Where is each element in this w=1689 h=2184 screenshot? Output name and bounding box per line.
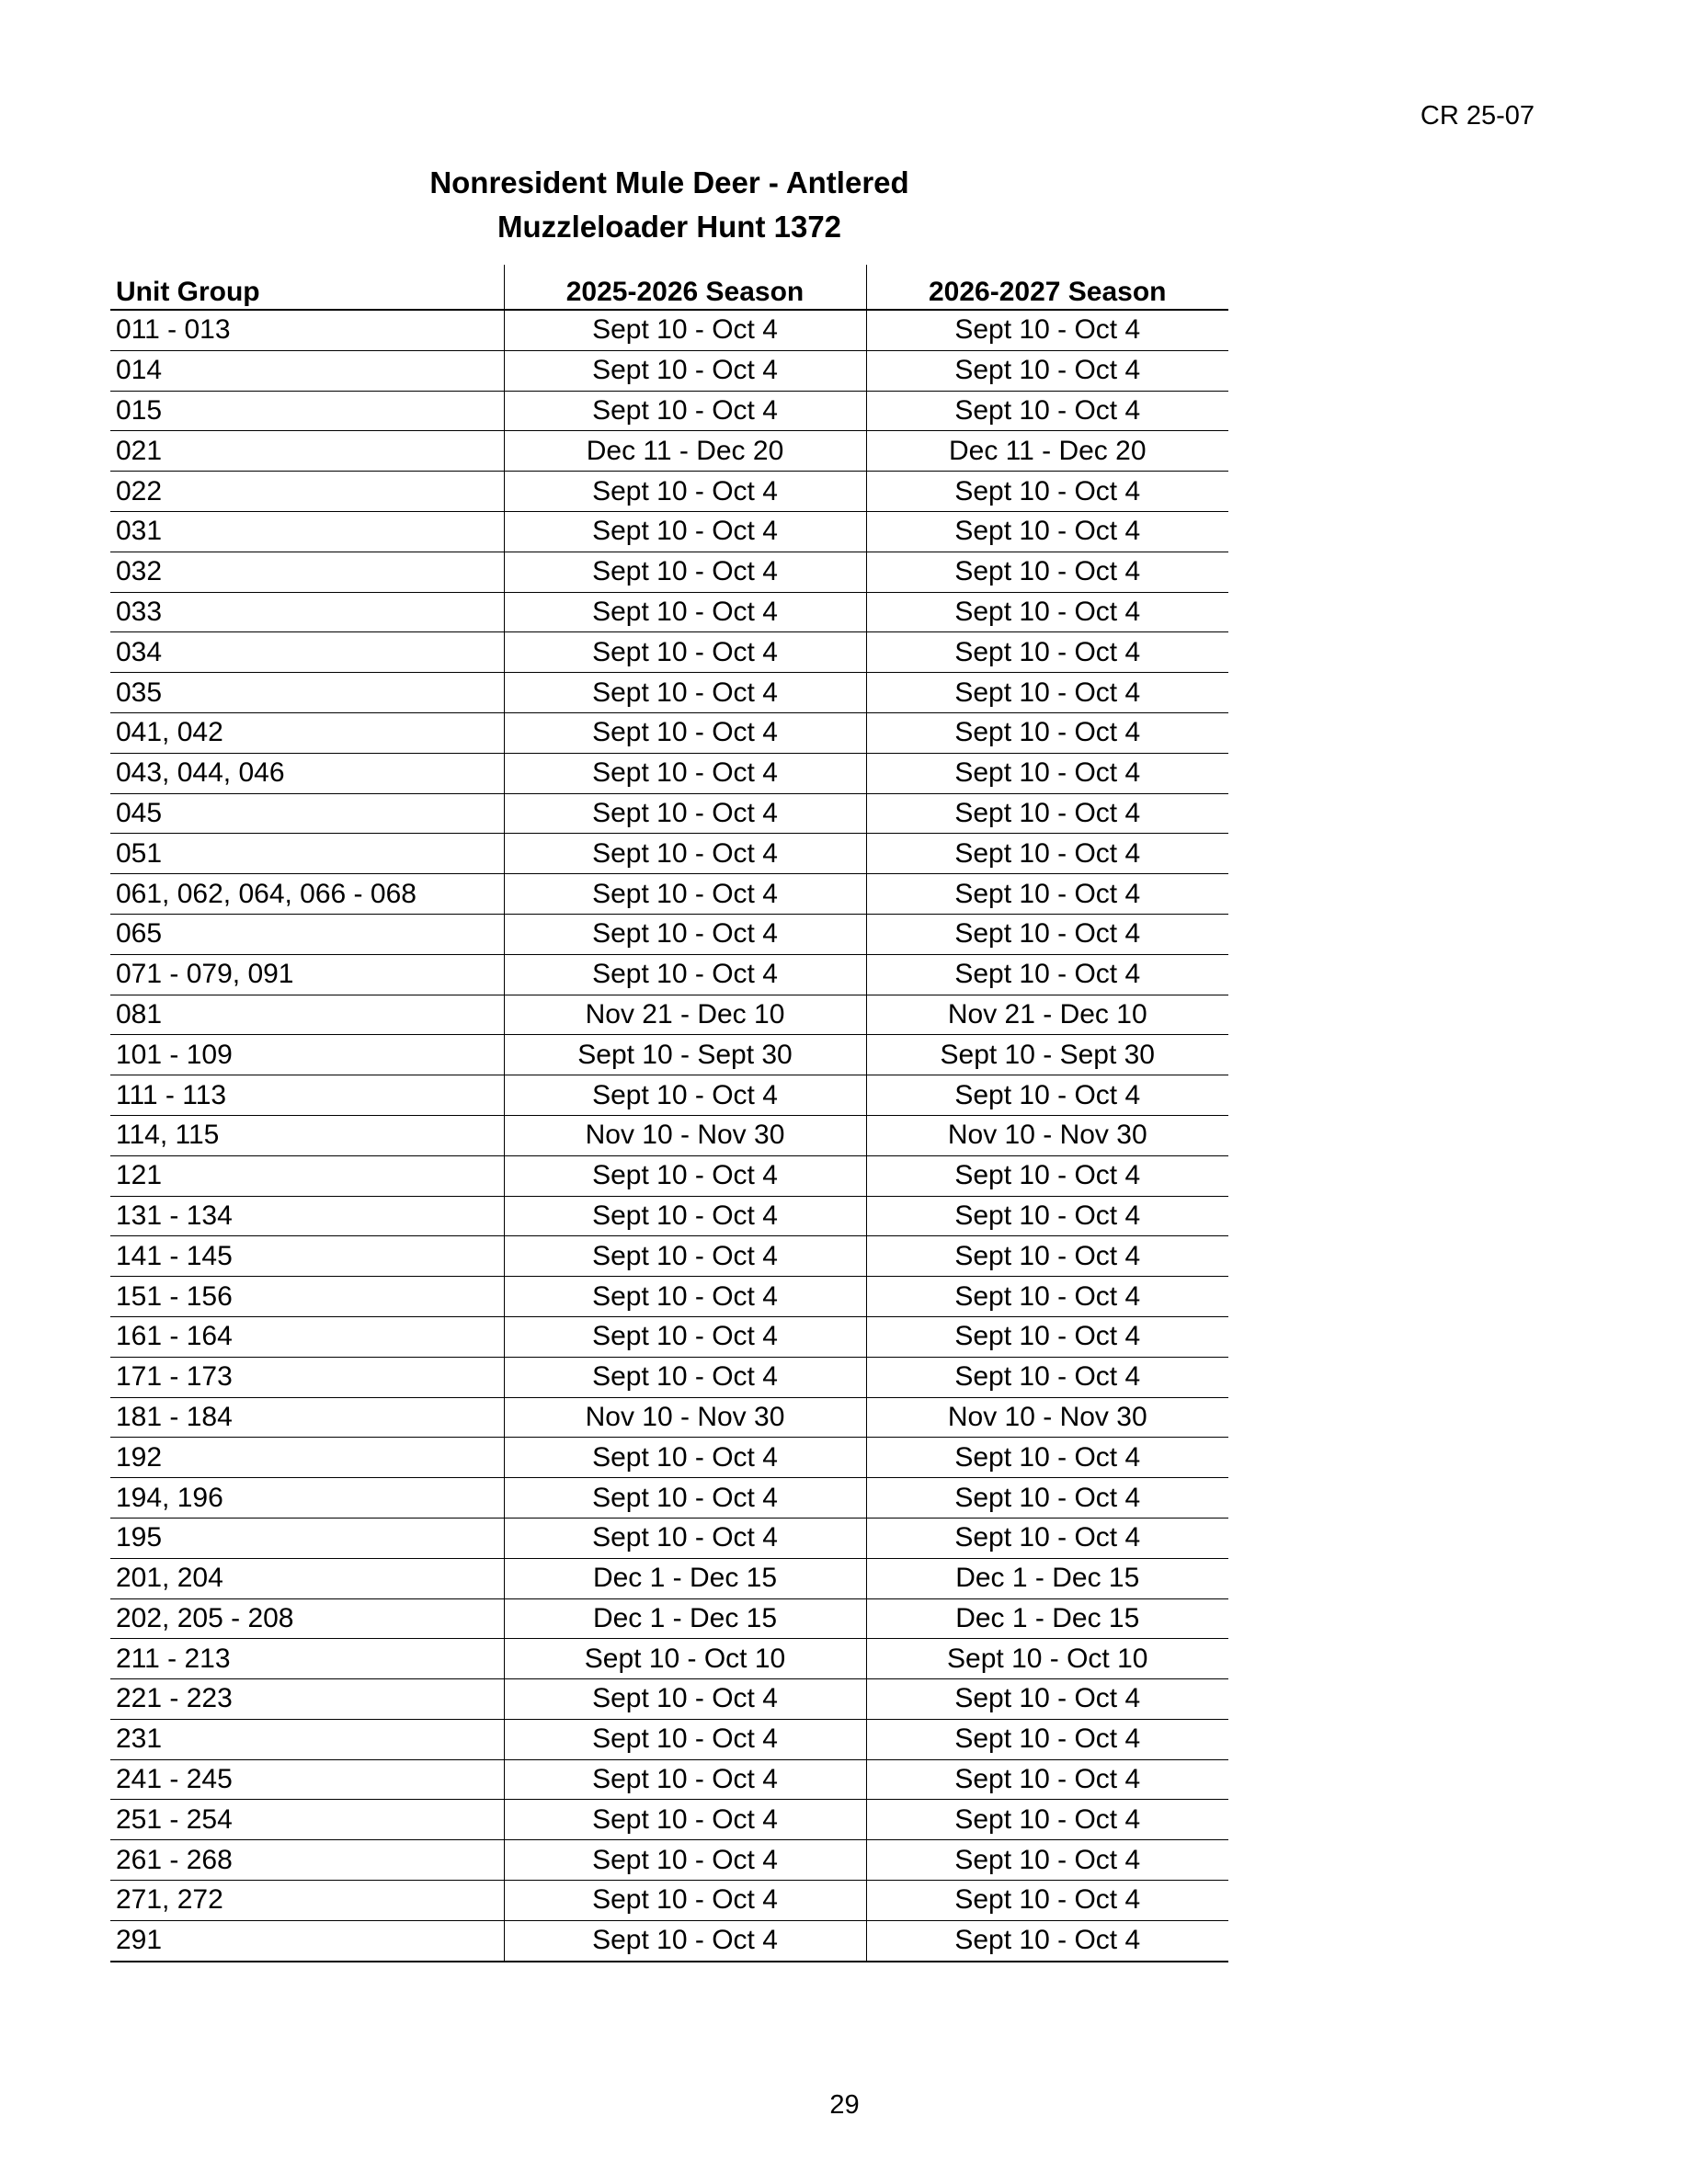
season-2025-2026-cell: Sept 10 - Oct 4 xyxy=(504,1196,866,1236)
season-2025-2026-cell: Sept 10 - Oct 4 xyxy=(504,1920,866,1961)
season-2026-2027-cell: Sept 10 - Oct 4 xyxy=(866,1075,1228,1116)
season-2026-2027-cell: Sept 10 - Oct 4 xyxy=(866,954,1228,995)
season-2025-2026-cell: Sept 10 - Oct 4 xyxy=(504,592,866,632)
season-2025-2026-cell: Sept 10 - Oct 4 xyxy=(504,310,866,350)
table-body xyxy=(110,310,1228,1962)
season-2026-2027-cell: Sept 10 - Oct 4 xyxy=(866,391,1228,431)
season-2025-2026-cell: Sept 10 - Oct 4 xyxy=(504,874,866,915)
table-row xyxy=(110,592,1228,632)
season-2025-2026-cell: Sept 10 - Oct 4 xyxy=(504,391,866,431)
document-code: CR 25-07 xyxy=(1420,101,1535,131)
season-2025-2026-cell: Nov 10 - Nov 30 xyxy=(504,1115,866,1155)
table-row xyxy=(110,431,1228,472)
unit-group-cell: 221 - 223 xyxy=(110,1679,504,1720)
season-2026-2027-cell: Sept 10 - Oct 4 xyxy=(866,1478,1228,1519)
season-2025-2026-cell: Sept 10 - Oct 4 xyxy=(504,1277,866,1317)
unit-group-cell: 021 xyxy=(110,431,504,472)
season-2025-2026-cell: Dec 1 - Dec 15 xyxy=(504,1558,866,1598)
season-2026-2027-cell: Sept 10 - Oct 4 xyxy=(866,1679,1228,1720)
unit-group-cell: 014 xyxy=(110,350,504,391)
season-2025-2026-cell: Sept 10 - Oct 4 xyxy=(504,1518,866,1558)
season-2025-2026-cell: Sept 10 - Oct 4 xyxy=(504,511,866,552)
unit-group-cell: 141 - 145 xyxy=(110,1236,504,1277)
season-2026-2027-cell: Sept 10 - Oct 4 xyxy=(866,1196,1228,1236)
unit-group-cell: 194, 196 xyxy=(110,1478,504,1519)
table-row xyxy=(110,1920,1228,1961)
unit-group-cell: 251 - 254 xyxy=(110,1800,504,1840)
table-row xyxy=(110,1357,1228,1397)
season-2025-2026-cell: Sept 10 - Oct 4 xyxy=(504,350,866,391)
table-row xyxy=(110,310,1228,350)
table-row xyxy=(110,1840,1228,1881)
season-2026-2027-cell: Sept 10 - Oct 4 xyxy=(866,1840,1228,1881)
season-2026-2027-cell: Nov 10 - Nov 30 xyxy=(866,1115,1228,1155)
season-2025-2026-cell: Sept 10 - Oct 4 xyxy=(504,914,866,954)
unit-group-cell: 111 - 113 xyxy=(110,1075,504,1116)
season-2026-2027-cell: Sept 10 - Oct 4 xyxy=(866,712,1228,753)
season-2025-2026-cell: Sept 10 - Oct 4 xyxy=(504,793,866,834)
season-2026-2027-cell: Sept 10 - Oct 4 xyxy=(866,592,1228,632)
unit-group-cell: 231 xyxy=(110,1719,504,1759)
season-2026-2027-cell: Sept 10 - Oct 4 xyxy=(866,1719,1228,1759)
season-2025-2026-cell: Nov 21 - Dec 10 xyxy=(504,995,866,1035)
table-row xyxy=(110,712,1228,753)
table-row xyxy=(110,1558,1228,1598)
unit-group-cell: 015 xyxy=(110,391,504,431)
header-season-2026-2027: 2026-2027 Season xyxy=(866,265,1228,310)
document-title xyxy=(110,161,1228,249)
unit-group-cell: 241 - 245 xyxy=(110,1759,504,1800)
season-2026-2027-cell: Sept 10 - Oct 4 xyxy=(866,673,1228,713)
season-2025-2026-cell: Sept 10 - Oct 4 xyxy=(504,552,866,592)
season-2025-2026-cell: Sept 10 - Oct 4 xyxy=(504,1478,866,1519)
season-2025-2026-cell: Sept 10 - Oct 4 xyxy=(504,1075,866,1116)
season-2026-2027-cell: Sept 10 - Oct 10 xyxy=(866,1639,1228,1679)
season-2026-2027-cell: Sept 10 - Oct 4 xyxy=(866,632,1228,673)
unit-group-cell: 043, 044, 046 xyxy=(110,753,504,793)
season-2026-2027-cell: Sept 10 - Oct 4 xyxy=(866,1920,1228,1961)
season-2026-2027-cell: Sept 10 - Oct 4 xyxy=(866,1800,1228,1840)
season-2026-2027-cell: Sept 10 - Oct 4 xyxy=(866,914,1228,954)
table-row xyxy=(110,874,1228,915)
season-2025-2026-cell: Sept 10 - Oct 4 xyxy=(504,1759,866,1800)
unit-group-cell: 121 xyxy=(110,1155,504,1196)
unit-group-cell: 045 xyxy=(110,793,504,834)
unit-group-cell: 192 xyxy=(110,1438,504,1478)
unit-group-cell: 201, 204 xyxy=(110,1558,504,1598)
unit-group-cell: 034 xyxy=(110,632,504,673)
season-2025-2026-cell: Sept 10 - Oct 4 xyxy=(504,1155,866,1196)
season-2026-2027-cell: Sept 10 - Oct 4 xyxy=(866,1518,1228,1558)
table-row xyxy=(110,1075,1228,1116)
unit-group-cell: 065 xyxy=(110,914,504,954)
season-2025-2026-cell: Sept 10 - Oct 10 xyxy=(504,1639,866,1679)
season-2026-2027-cell: Sept 10 - Oct 4 xyxy=(866,1881,1228,1921)
season-2025-2026-cell: Sept 10 - Oct 4 xyxy=(504,673,866,713)
unit-group-cell: 261 - 268 xyxy=(110,1840,504,1881)
table-row xyxy=(110,1438,1228,1478)
season-2025-2026-cell: Sept 10 - Oct 4 xyxy=(504,1719,866,1759)
season-2026-2027-cell: Sept 10 - Oct 4 xyxy=(866,1759,1228,1800)
table-row xyxy=(110,1679,1228,1720)
season-2026-2027-cell: Sept 10 - Oct 4 xyxy=(866,1438,1228,1478)
unit-group-cell: 022 xyxy=(110,472,504,512)
season-2026-2027-cell: Sept 10 - Oct 4 xyxy=(866,874,1228,915)
table-row xyxy=(110,954,1228,995)
season-2026-2027-cell: Sept 10 - Oct 4 xyxy=(866,310,1228,350)
season-2025-2026-cell: Sept 10 - Oct 4 xyxy=(504,1800,866,1840)
season-2026-2027-cell: Dec 1 - Dec 15 xyxy=(866,1558,1228,1598)
table-row xyxy=(110,1196,1228,1236)
season-2025-2026-cell: Sept 10 - Oct 4 xyxy=(504,712,866,753)
season-table xyxy=(110,265,1228,1962)
season-2026-2027-cell: Sept 10 - Oct 4 xyxy=(866,1277,1228,1317)
table-row xyxy=(110,914,1228,954)
season-2025-2026-cell: Sept 10 - Oct 4 xyxy=(504,834,866,874)
table-row xyxy=(110,753,1228,793)
season-2025-2026-cell: Sept 10 - Oct 4 xyxy=(504,472,866,512)
unit-group-cell: 131 - 134 xyxy=(110,1196,504,1236)
season-2026-2027-cell: Nov 21 - Dec 10 xyxy=(866,995,1228,1035)
unit-group-cell: 061, 062, 064, 066 - 068 xyxy=(110,874,504,915)
table-row xyxy=(110,552,1228,592)
season-2026-2027-cell: Nov 10 - Nov 30 xyxy=(866,1397,1228,1438)
season-2026-2027-cell: Sept 10 - Oct 4 xyxy=(866,472,1228,512)
season-2026-2027-cell: Dec 1 - Dec 15 xyxy=(866,1598,1228,1639)
unit-group-cell: 011 - 013 xyxy=(110,310,504,350)
table-row xyxy=(110,1800,1228,1840)
title-line-1: Nonresident Mule Deer - Antlered xyxy=(429,165,909,199)
season-2026-2027-cell: Sept 10 - Oct 4 xyxy=(866,552,1228,592)
unit-group-cell: 051 xyxy=(110,834,504,874)
unit-group-cell: 211 - 213 xyxy=(110,1639,504,1679)
table-row xyxy=(110,632,1228,673)
table-row xyxy=(110,793,1228,834)
title-line-2: Muzzleloader Hunt 1372 xyxy=(496,210,842,244)
season-2025-2026-cell: Sept 10 - Oct 4 xyxy=(504,1679,866,1720)
season-2025-2026-cell: Sept 10 - Sept 30 xyxy=(504,1035,866,1075)
season-2026-2027-cell: Sept 10 - Oct 4 xyxy=(866,1316,1228,1357)
table-row xyxy=(110,1478,1228,1519)
season-2025-2026-cell: Sept 10 - Oct 4 xyxy=(504,1840,866,1881)
unit-group-cell: 151 - 156 xyxy=(110,1277,504,1317)
unit-group-cell: 114, 115 xyxy=(110,1115,504,1155)
unit-group-cell: 271, 272 xyxy=(110,1881,504,1921)
unit-group-cell: 041, 042 xyxy=(110,712,504,753)
table-row xyxy=(110,1236,1228,1277)
page-number: 29 xyxy=(829,2090,860,2120)
table-row xyxy=(110,1881,1228,1921)
table-row xyxy=(110,673,1228,713)
table-row xyxy=(110,391,1228,431)
unit-group-cell: 291 xyxy=(110,1920,504,1961)
unit-group-cell: 202, 205 - 208 xyxy=(110,1598,504,1639)
table-row xyxy=(110,1719,1228,1759)
season-2026-2027-cell: Sept 10 - Oct 4 xyxy=(866,1357,1228,1397)
season-2026-2027-cell: Sept 10 - Oct 4 xyxy=(866,834,1228,874)
unit-group-cell: 171 - 173 xyxy=(110,1357,504,1397)
table-row xyxy=(110,472,1228,512)
table-row xyxy=(110,1155,1228,1196)
season-2025-2026-cell: Sept 10 - Oct 4 xyxy=(504,1357,866,1397)
table-row xyxy=(110,1397,1228,1438)
season-2026-2027-cell: Sept 10 - Oct 4 xyxy=(866,793,1228,834)
unit-group-cell: 161 - 164 xyxy=(110,1316,504,1357)
season-2025-2026-cell: Sept 10 - Oct 4 xyxy=(504,632,866,673)
table-row xyxy=(110,1277,1228,1317)
season-2026-2027-cell: Sept 10 - Oct 4 xyxy=(866,753,1228,793)
season-2026-2027-cell: Sept 10 - Oct 4 xyxy=(866,511,1228,552)
unit-group-cell: 035 xyxy=(110,673,504,713)
table-row xyxy=(110,1639,1228,1679)
unit-group-cell: 032 xyxy=(110,552,504,592)
unit-group-cell: 195 xyxy=(110,1518,504,1558)
season-2026-2027-cell: Dec 11 - Dec 20 xyxy=(866,431,1228,472)
table-row xyxy=(110,834,1228,874)
table-row xyxy=(110,511,1228,552)
unit-group-cell: 071 - 079, 091 xyxy=(110,954,504,995)
table-row xyxy=(110,1598,1228,1639)
season-2026-2027-cell: Sept 10 - Sept 30 xyxy=(866,1035,1228,1075)
table-row xyxy=(110,1115,1228,1155)
season-2025-2026-cell: Sept 10 - Oct 4 xyxy=(504,1881,866,1921)
unit-group-cell: 081 xyxy=(110,995,504,1035)
season-2025-2026-cell: Sept 10 - Oct 4 xyxy=(504,1316,866,1357)
unit-group-cell: 101 - 109 xyxy=(110,1035,504,1075)
header-season-2025-2026: 2025-2026 Season xyxy=(504,265,866,310)
header-unit-group: Unit Group xyxy=(110,265,504,310)
unit-group-cell: 033 xyxy=(110,592,504,632)
season-2026-2027-cell: Sept 10 - Oct 4 xyxy=(866,350,1228,391)
season-2025-2026-cell: Sept 10 - Oct 4 xyxy=(504,954,866,995)
unit-group-cell: 181 - 184 xyxy=(110,1397,504,1438)
table-header-row xyxy=(110,265,1228,310)
season-2025-2026-cell: Sept 10 - Oct 4 xyxy=(504,1236,866,1277)
season-2026-2027-cell: Sept 10 - Oct 4 xyxy=(866,1236,1228,1277)
season-2025-2026-cell: Nov 10 - Nov 30 xyxy=(504,1397,866,1438)
table-row xyxy=(110,995,1228,1035)
table-row xyxy=(110,1759,1228,1800)
season-2025-2026-cell: Dec 11 - Dec 20 xyxy=(504,431,866,472)
season-2026-2027-cell: Sept 10 - Oct 4 xyxy=(866,1155,1228,1196)
table-row xyxy=(110,1035,1228,1075)
table-row xyxy=(110,350,1228,391)
table-row xyxy=(110,1518,1228,1558)
unit-group-cell: 031 xyxy=(110,511,504,552)
season-2025-2026-cell: Dec 1 - Dec 15 xyxy=(504,1598,866,1639)
table-row xyxy=(110,1316,1228,1357)
season-2025-2026-cell: Sept 10 - Oct 4 xyxy=(504,1438,866,1478)
season-2025-2026-cell: Sept 10 - Oct 4 xyxy=(504,753,866,793)
